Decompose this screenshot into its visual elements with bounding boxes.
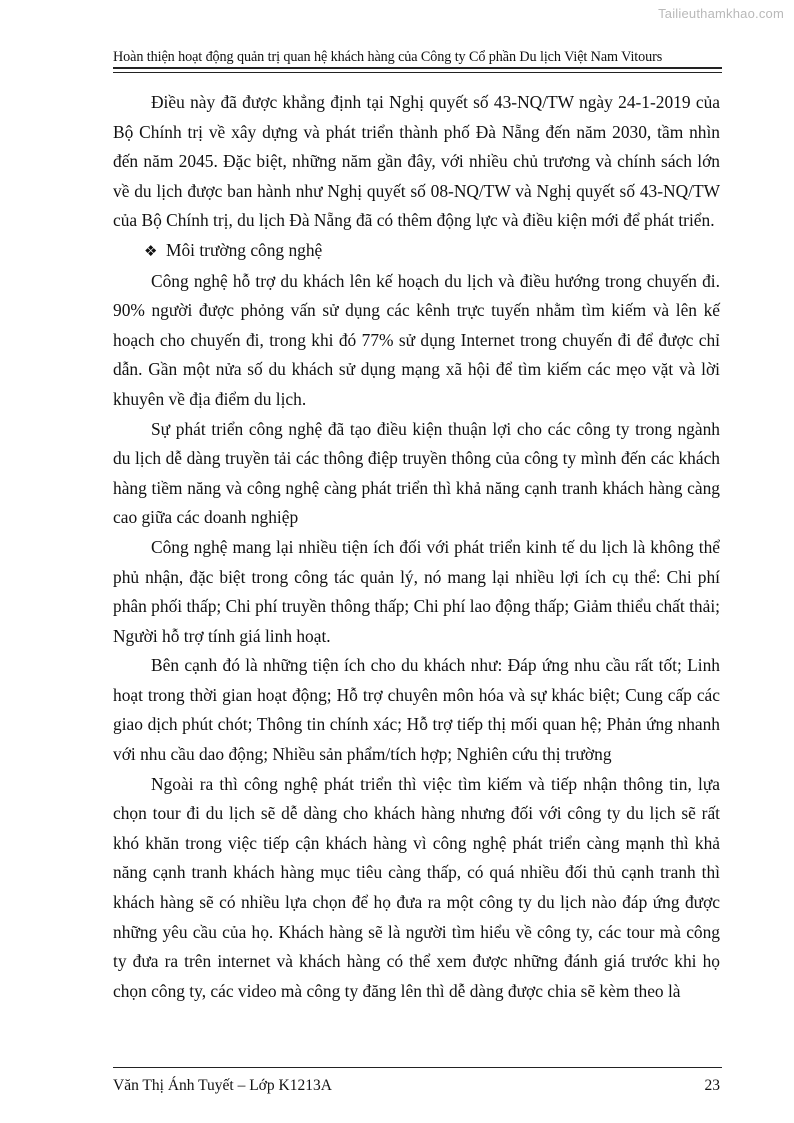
watermark: Tailieuthamkhao.com: [658, 6, 784, 21]
paragraph: Điều này đã được khẳng định tại Nghị quyết số 43-NQ/TW ngày 24-1-2019 của Bộ Chính trị về xây dựng và phát triển thành phố Đà Nẵng đến năm 2030, tầm nhìn đến năm 2045. Đặc biệt, những năm gần đây, với nhiều chủ trương và chính sách lớn về du lịch được ban hành như Nghị quyết số 08-NQ/TW và Nghị quyết số 43-NQ/TW của Bộ Chính trị, du lịch Đà Nẵng đã có thêm động lực và điều kiện mới để phát triển.: [113, 92, 720, 231]
page-number: 23: [704, 1077, 720, 1094]
paragraph: Công nghệ mang lại nhiều tiện ích đối với phát triển kinh tế du lịch là không thể phủ nhận, đặc biệt trong công tác quản lý, nó mang lại nhiều lợi ích cụ thể: Chi phí phân phối thấp; Chi phí truyền thông thấp; Chi phí lao động thấp; Giảm thiểu chất thải; Người hỗ trợ tính giá linh hoạt.: [113, 536, 720, 646]
paragraph: Bên cạnh đó là những tiện ích cho du khách như: Đáp ứng nhu cầu rất tốt; Linh hoạt trong thời gian hoạt động; Hỗ trợ chuyên môn hóa và sự khác biệt; Cung cấp các giao dịch phút chót; Thông tin chính xác; Hỗ trợ tiếp thị mối quan hệ; Phản ứng nhanh với nhu cầu dao động; Nhiều sản phẩm/tích hợp; Nghiên cứu thị trường: [113, 655, 720, 765]
paragraph: Ngoài ra thì công nghệ phát triển thì việc tìm kiếm và tiếp nhận thông tin, lựa chọn tour đi du lịch sẽ dễ dàng cho khách hàng nhưng đối với công ty du lịch sẽ rất khó khăn trong việc tiếp cận khách hàng vì công nghệ phát triển càng mạnh thì khả năng cạnh tranh khách hàng mục tiêu càng thấp, có quá nhiều đối thủ cạnh tranh thì khách hàng sẽ có nhiều lựa chọn để họ đưa ra một công ty du lịch nào đáp ứng được những yêu cầu của họ. Khách hàng sẽ là người tìm hiểu về công ty, các tour mà công ty đưa ra trên internet và khách hàng có thể xem được những đánh giá trước khi họ chọn công ty, các video mà công ty đăng lên thì dễ dàng được chia sẽ kèm theo là: [113, 773, 720, 1001]
paragraph: Công nghệ hỗ trợ du khách lên kế hoạch du lịch và điều hướng trong chuyến đi. 90% người được phỏng vấn sử dụng các kênh trực tuyến nhằm tìm kiếm và lên kế hoạch cho chuyến đi, trong khi đó 77% sử dụng Internet trong chuyến đi để được chỉ dẫn. Gần một nửa số du khách sử dụng mạng xã hội để tìm kiếm các mẹo vặt và lời khuyên về địa điểm du lịch.: [113, 270, 720, 409]
header-rule-thick: [113, 67, 722, 69]
footer-rule: [113, 1067, 722, 1068]
running-header: Hoàn thiện hoạt động quản trị quan hệ khách hàng của Công ty Cổ phần Du lịch Việt Nam Vitours: [113, 49, 663, 65]
bullet-heading: [113, 236, 720, 267]
page-body: [113, 88, 720, 1006]
paragraph: Sự phát triển công nghệ đã tạo điều kiện thuận lợi cho các công ty trong ngành du lịch dễ dàng truyền tải các thông điệp truyền thông của công ty mình đến các khách hàng tiềm năng và công nghệ càng phát triển thì khả năng cạnh tranh khách hàng càng cao giữa các doanh nghiệp: [113, 418, 720, 528]
footer-author: Văn Thị Ánh Tuyết – Lớp K1213A: [113, 1077, 332, 1094]
header-rule-thin: [113, 72, 722, 73]
diamond-bullet-icon: ❖: [144, 241, 158, 260]
bullet-heading-label: Môi trường công nghệ: [166, 239, 323, 260]
